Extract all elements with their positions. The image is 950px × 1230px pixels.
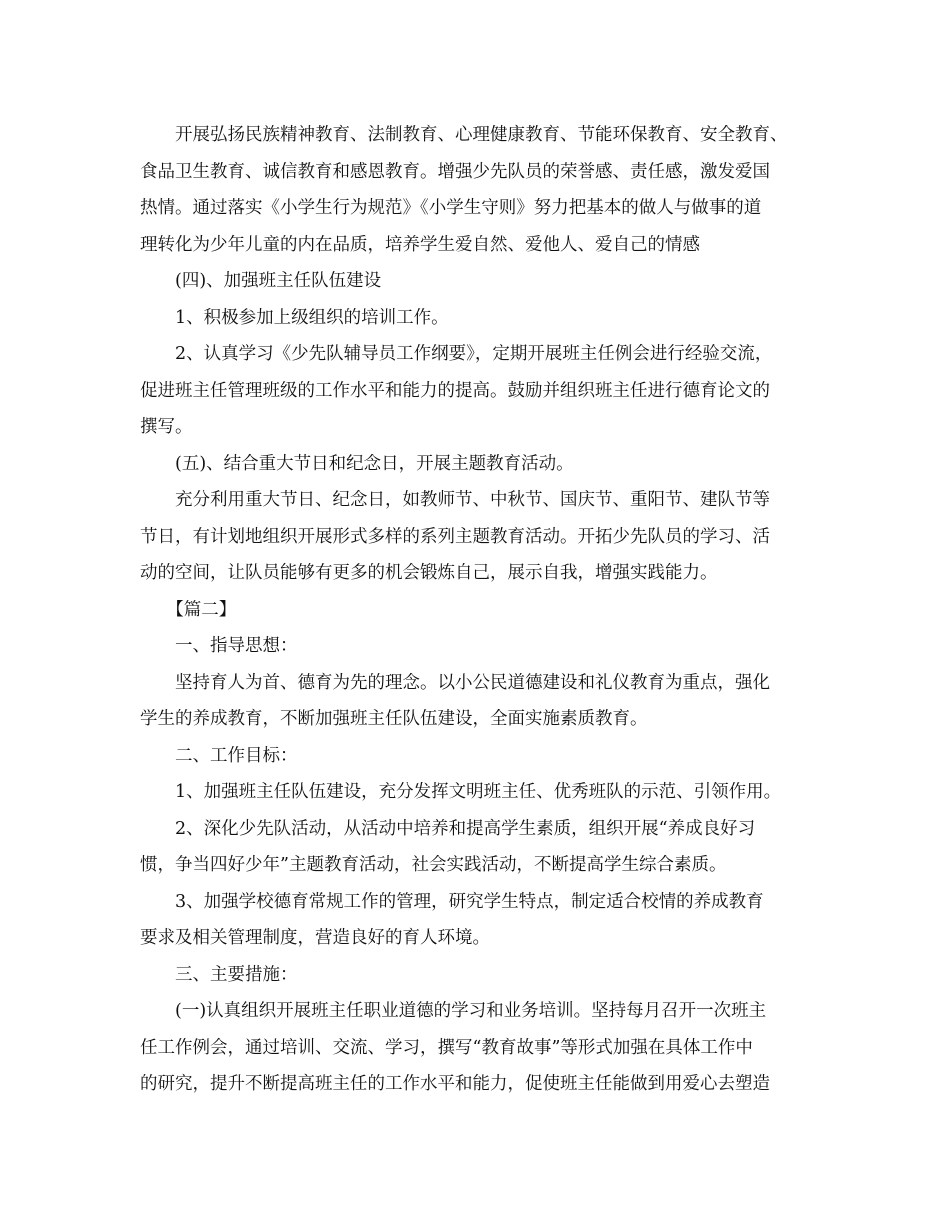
- text-line: 促进班主任管理班级的工作水平和能力的提高。鼓励并组织班主任进行德育论文的: [140, 380, 770, 401]
- text-line: 热情。通过落实《小学生行为规范》《小学生守则》努力把基本的做人与做事的道: [140, 198, 762, 218]
- text-line: (一)认真组织开展班主任职业道德的学习和业务培训。坚持每月召开一次班主: [140, 1001, 767, 1021]
- text-line: 学生的养成教育，不断加强班主任队伍建设，全面实施素质教育。: [140, 709, 648, 729]
- text-line: 1、加强班主任队伍建设，充分发挥文明班主任、优秀班队的示范、引领作用。: [140, 782, 782, 802]
- section-heading: 一、指导思想：: [140, 636, 298, 656]
- text-line: 开展弘扬民族精神教育、法制教育、心理健康教育、节能环保教育、安全教育、: [140, 125, 788, 145]
- section-heading: (五)、结合重大节日和纪念日，开展主题教育活动。: [140, 453, 574, 474]
- text-line: 动的空间，让队员能够有更多的机会锻炼自己，展示自我，增强实践能力。: [140, 563, 718, 583]
- text-line: 要求及相关管理制度，营造良好的育人环境。: [140, 928, 490, 948]
- part-heading: 【篇二】: [140, 599, 237, 620]
- text-line: 2、深化少先队活动，从活动中培养和提高学生素质，组织开展“养成良好习: [140, 818, 756, 839]
- section-heading: (四)、加强班主任队伍建设: [140, 271, 382, 291]
- text-line: 食品卫生教育、诚信教育和感恩教育。增强少先队员的荣誉感、责任感，激发爱国: [140, 161, 770, 182]
- text-line: 节日，有计划地组织开展形式多样的系列主题教育活动。开拓少先队员的学习、活: [140, 526, 770, 547]
- section-heading: 二、工作目标：: [140, 745, 298, 766]
- text-line: 理转化为少年儿童的内在品质，培养学生爱自然、爱他人、爱自己的情感: [140, 234, 700, 255]
- document-body: [140, 117, 820, 1103]
- text-line: 1、积极参加上级组织的培训工作。: [140, 307, 449, 328]
- text-line: 3、加强学校德育常规工作的管理，研究学生特点，制定适合校情的养成教育: [140, 891, 764, 912]
- text-line: 的研究，提升不断提高班主任的工作水平和能力，促使班主任能做到用爱心去塑造: [140, 1074, 770, 1094]
- text-line: 撰写。: [140, 417, 193, 437]
- text-line: 充分利用重大节日、纪念日，如教师节、中秋节、国庆节、重阳节、建队节等: [140, 490, 770, 510]
- text-line: 惯，争当四好少年”主题教育活动，社会实践活动，不断提高学生综合素质。: [140, 855, 727, 875]
- text-line: 2、认真学习《少先队辅导员工作纲要》，定期开展班主任例会进行经验交流，: [140, 344, 773, 364]
- text-line: 任工作例会，通过培训、交流、学习，撰写“教育故事”等形式加强在具体工作中: [140, 1037, 753, 1058]
- section-heading: 三、主要措施：: [140, 964, 298, 985]
- text-line: 坚持育人为首、德育为先的理念。以小公民道德建设和礼仪教育为重点，强化: [140, 672, 770, 693]
